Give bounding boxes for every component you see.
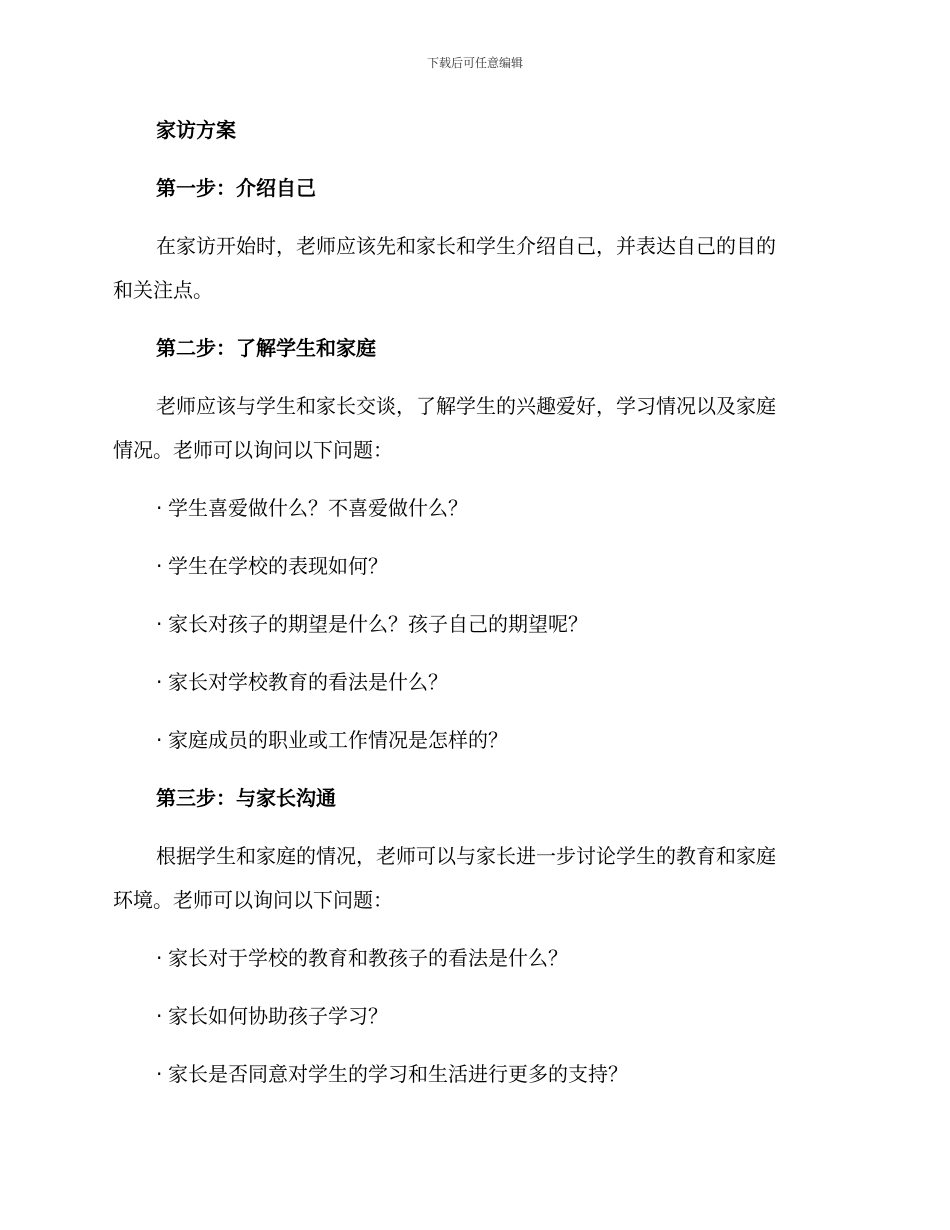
bullet-icon: · xyxy=(156,946,163,970)
bullet-icon: · xyxy=(156,612,163,636)
step3-heading: 第三步：与家长沟通 xyxy=(156,786,336,810)
step1-paragraph-line2: 和关注点。 xyxy=(113,278,213,302)
bullet-icon: · xyxy=(156,554,163,578)
document-title: 家访方案 xyxy=(156,118,236,142)
step2-paragraph-line2: 情况。老师可以询问以下问题： xyxy=(113,438,393,462)
bullet-icon: · xyxy=(156,728,163,752)
list-item xyxy=(113,486,835,530)
list-item-text: 家庭成员的职业或工作情况是怎样的？ xyxy=(168,728,508,752)
list-item-text: 学生喜爱做什么？不喜爱做什么？ xyxy=(168,496,468,520)
list-item xyxy=(113,936,835,980)
list-item xyxy=(113,1052,835,1096)
list-item-text: 家长对学校教育的看法是什么？ xyxy=(168,670,448,694)
header-note: 下载后可任意编辑 xyxy=(426,56,523,70)
list-item-text: 家长对孩子的期望是什么？孩子自己的期望呢？ xyxy=(168,612,588,636)
step1-heading: 第一步：介绍自己 xyxy=(156,176,316,200)
list-item xyxy=(113,544,835,588)
bullet-icon: · xyxy=(156,1062,163,1086)
bullet-icon: · xyxy=(156,1004,163,1028)
document-body xyxy=(113,108,835,1096)
step2-heading: 第二步：了解学生和家庭 xyxy=(156,336,376,360)
list-item-text: 家长是否同意对学生的学习和生活进行更多的支持？ xyxy=(168,1062,628,1086)
list-item-text: 学生在学校的表现如何？ xyxy=(168,554,388,578)
step3-paragraph-line1: 根据学生和家庭的情况，老师可以与家长进一步讨论学生的教育和家庭 xyxy=(156,844,776,868)
list-item xyxy=(113,660,835,704)
step1-paragraph-line1: 在家访开始时，老师应该先和家长和学生介绍自己，并表达自己的目的 xyxy=(156,234,776,258)
list-item xyxy=(113,994,835,1038)
step2-paragraph-line1: 老师应该与学生和家长交谈，了解学生的兴趣爱好，学习情况以及家庭 xyxy=(156,394,776,418)
step3-paragraph-line2: 环境。老师可以询问以下问题： xyxy=(113,888,393,912)
list-item xyxy=(113,602,835,646)
bullet-icon: · xyxy=(156,496,163,520)
list-item-text: 家长如何协助孩子学习？ xyxy=(168,1004,388,1028)
list-item-text: 家长对于学校的教育和教孩子的看法是什么？ xyxy=(168,946,568,970)
list-item xyxy=(113,718,835,762)
bullet-icon: · xyxy=(156,670,163,694)
